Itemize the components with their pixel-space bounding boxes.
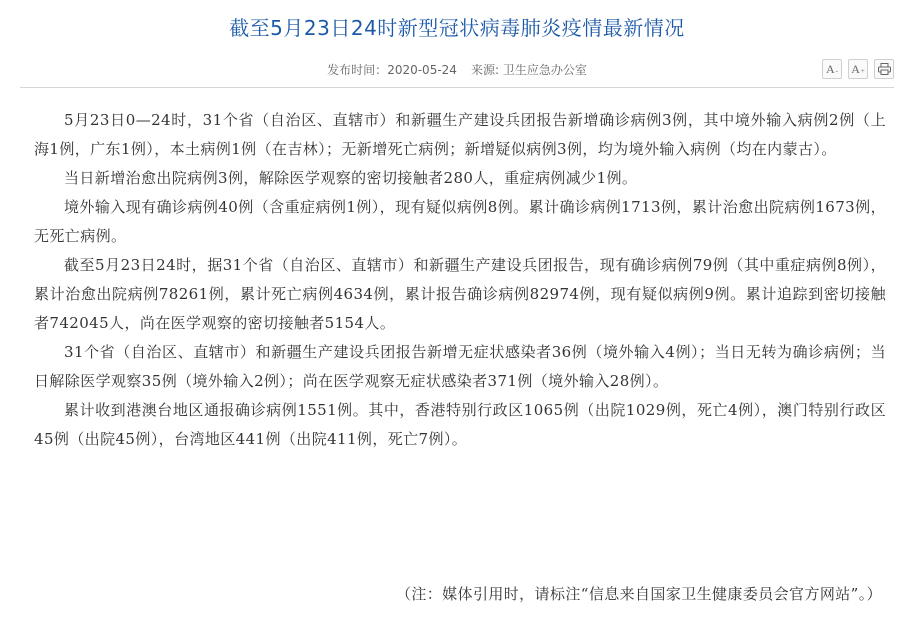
article-meta [0, 62, 914, 78]
source-label: 来源: [470, 63, 499, 77]
header-divider [20, 87, 894, 88]
paragraph: 当日新增治愈出院病例3例，解除医学观察的密切接触者280人，重症病例减少1例。 [64, 169, 638, 187]
paragraph: 境外输入现有确诊病例40例（含重症病例1例），现有疑似病例8例。累计确诊病例1713例，累计治愈出院病例1673例，无死亡病例。 [34, 198, 886, 245]
paragraph: 截至5月23日24时，据31个省（自治区、直辖市）和新疆生产建设兵团报告，现有确诊病例79例（其中重症病例8例），累计治愈出院病例78261例，累计死亡病例4634例，累计报告确诊病例82974例，现有疑似病例9例。累计追踪到密切接触者742045人，尚在医学观察的密切接触者5154人。 [34, 256, 886, 332]
source-name: 卫生应急办公室 [502, 63, 587, 77]
print-button[interactable] [874, 59, 894, 79]
font-smaller-button[interactable] [822, 59, 842, 79]
printer-icon [878, 63, 891, 75]
article-body [34, 106, 886, 454]
font-larger-button[interactable] [848, 59, 868, 79]
paragraph: 31个省（自治区、直辖市）和新疆生产建设兵团报告新增无症状感染者36例（境外输入4例）；当日无转为确诊病例；当日解除医学观察35例（境外输入2例）；尚在医学观察无症状感染者371例（境外输入28例）。 [34, 343, 886, 390]
citation-note: （注：媒体引用时，请标注“信息来自国家卫生健康委员会官方网站”。） [395, 585, 882, 603]
font-larger-icon: A+ [851, 61, 865, 76]
paragraph: 5月23日0—24时，31个省（自治区、直辖市）和新疆生产建设兵团报告新增确诊病例3例，其中境外输入病例2例（上海1例，广东1例），本土病例1例（在吉林）；无新增死亡病例；新增疑似病例3例，均为境外输入病例（均在内蒙古）。 [34, 111, 886, 158]
paragraph: 累计收到港澳台地区通报确诊病例1551例。其中，香港特别行政区1065例（出院1029例，死亡4例），澳门特别行政区45例（出院45例），台湾地区441例（出院411例，死亡7例）。 [34, 401, 886, 448]
publish-time-label: 发布时间： [327, 63, 388, 77]
article-toolbar [822, 59, 894, 79]
article-title: 截至5月23日24时新型冠状病毒肺炎疫情最新情况 [229, 16, 685, 40]
publish-date: 2020-05-24 [387, 63, 457, 77]
font-smaller-icon: A- [825, 61, 838, 76]
